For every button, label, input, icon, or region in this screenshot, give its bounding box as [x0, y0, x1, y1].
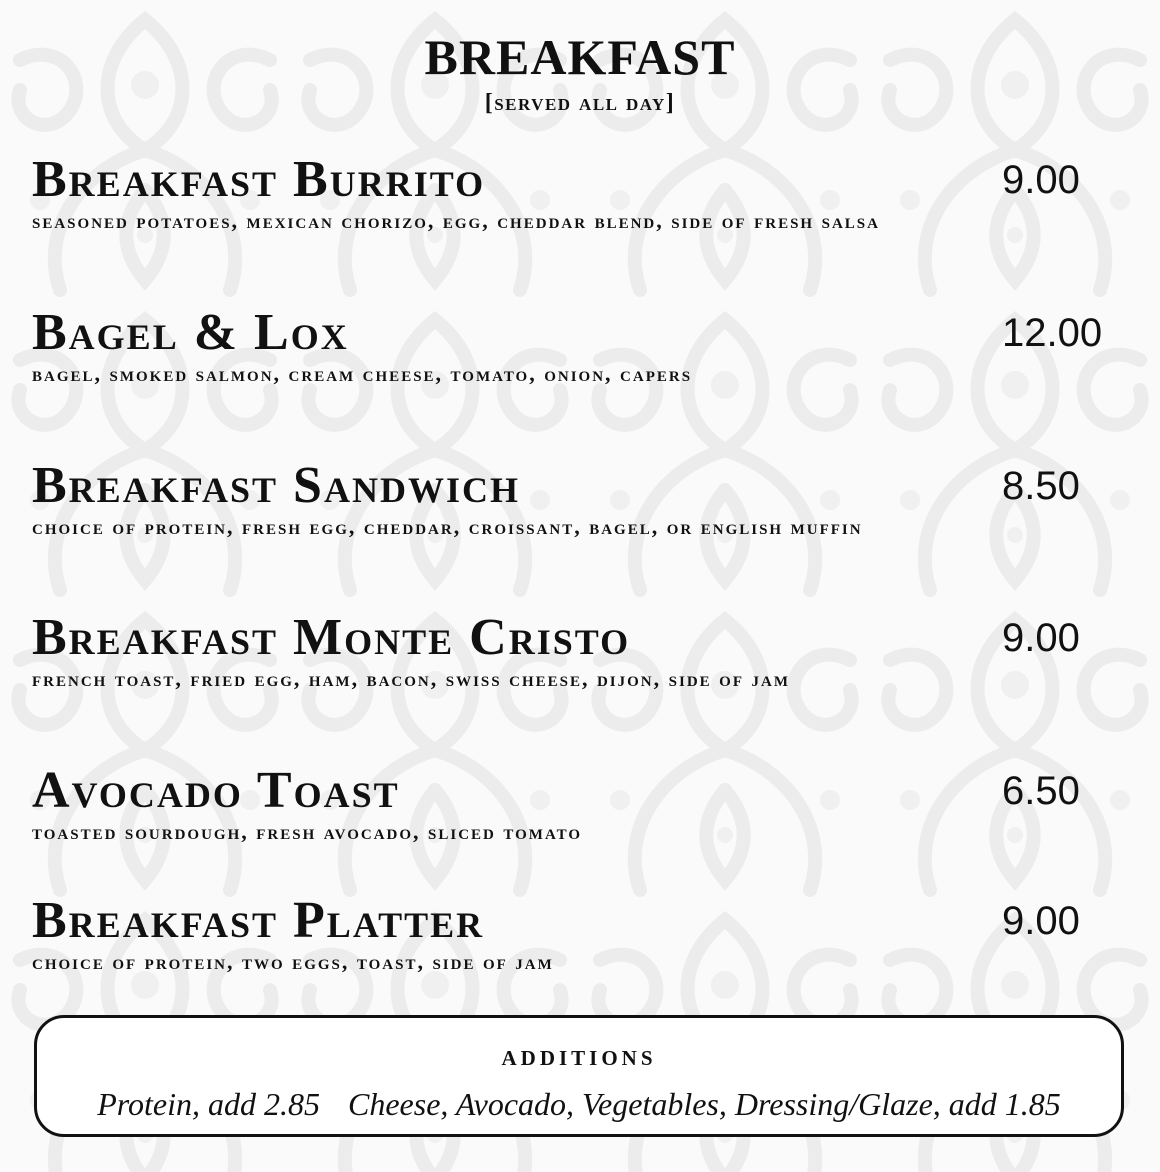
item-description: bagel, smoked salmon, cream cheese, tomato, onion, capers	[32, 361, 693, 386]
item-price: 6.50	[1002, 769, 1080, 813]
item-price: 12.00	[1002, 311, 1103, 355]
item-price: 8.50	[1002, 464, 1080, 508]
item-description: french toast, fried egg, ham, bacon, swiss cheese, dijon, side of jam	[32, 666, 790, 691]
item-name: Breakfast Sandwich	[32, 457, 520, 514]
item-name: Bagel & Lox	[32, 304, 349, 361]
menu-item	[32, 152, 1132, 236]
item-name: Avocado Toast	[32, 762, 400, 819]
additions-protein: Protein, add 2.85	[97, 1086, 320, 1122]
menu-item	[32, 893, 1132, 977]
item-price: 9.00	[1002, 158, 1080, 202]
menu-item	[32, 305, 1132, 389]
additions-extras: Cheese, Avocado, Vegetables, Dressing/Glaze, add 1.85	[348, 1086, 1061, 1122]
item-description: seasoned potatoes, mexican chorizo, egg, cheddar blend, side of fresh salsa	[32, 208, 880, 233]
additions-box	[34, 1015, 1124, 1137]
item-description: toasted sourdough, fresh avocado, sliced tomato	[32, 819, 583, 844]
menu-title: BREAKFAST	[424, 29, 736, 85]
item-name: Breakfast Burrito	[32, 151, 486, 208]
item-price: 9.00	[1002, 616, 1080, 660]
menu-item	[32, 458, 1132, 542]
item-name: Breakfast Platter	[32, 892, 485, 949]
additions-line	[37, 1084, 1121, 1124]
item-price: 9.00	[1002, 899, 1080, 943]
menu-item	[32, 763, 1132, 847]
additions-title: additions	[501, 1039, 657, 1072]
menu-item	[32, 610, 1132, 694]
menu-subtitle: [served all day]	[484, 90, 676, 116]
item-name: Breakfast Monte Cristo	[32, 609, 631, 666]
item-description: choice of protein, fresh egg, cheddar, croissant, bagel, or english muffin	[32, 514, 863, 539]
item-description: choice of protein, two eggs, toast, side of jam	[32, 949, 554, 974]
